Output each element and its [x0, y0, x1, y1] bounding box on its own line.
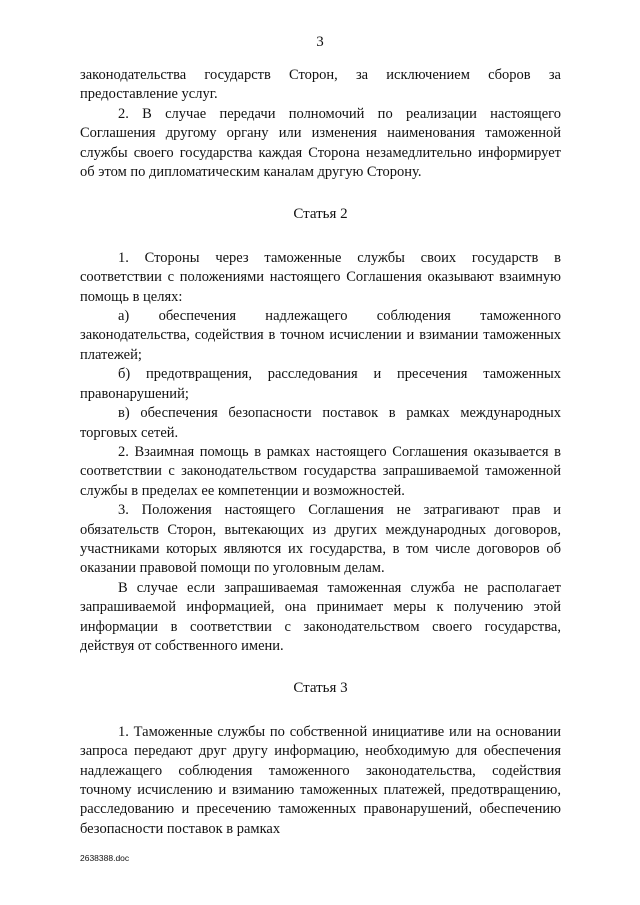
article-2-paragraph-3: 3. Положения настоящего Соглашения не затрагивают прав и обязательств Сторон, вытекающих из других международных договоров, участниками которых являются их государства, в том числе договоров об оказании правовой помощи по уголовным делам.	[80, 502, 561, 577]
article-2-paragraph-1: 1. Стороны через таможенные службы своих государств в соответствии с положениями настоящего Соглашения оказывают взаимную помощь в целях:	[80, 249, 561, 305]
file-name-footer: 2638388.doc	[80, 853, 130, 863]
page-number: 3	[316, 34, 324, 50]
paragraph-2: 2. В случае передачи полномочий по реализации настоящего Соглашения другому органу или изменения наименования таможенной службы своего государства каждая Сторона незамедлительно информирует об этом по дипломатическим каналам другую Сторону.	[80, 105, 561, 181]
article-2-item-c: в) обеспечения безопасности поставок в рамках международных торговых сетей.	[80, 405, 561, 441]
paragraph-continuation: законодательства государств Сторон, за исключением сборов за предоставление услуг.	[80, 67, 561, 103]
article-2-paragraph-4: В случае если запрашиваемая таможенная служба не располагает запрашиваемой информацией, она принимает меры к получению этой информации в соответствии с законодательством своего государства, действуя от собственного имени.	[80, 579, 561, 654]
article-2-item-b: б) предотвращения, расследования и пресечения таможенных правонарушений;	[80, 366, 561, 402]
article-3-heading: Статья 3	[293, 680, 348, 697]
article-2-item-a: а) обеспечения надлежащего соблюдения таможенного законодательства, содействия в точном исчислении и взимании таможенных платежей;	[80, 308, 561, 363]
document-body	[80, 66, 561, 839]
article-2-heading: Статья 2	[293, 206, 348, 223]
article-3-paragraph-1: 1. Таможенные службы по собственной инициативе или на основании запроса передают друг другу информацию, необходимую для обеспечения надлежащего соблюдения таможенного законодательства, содействия точному исчислению и взиманию таможенных платежей, предотвращению, расследованию и пресечению таможенных правонарушений, обеспечению безопасности поставок в рамках	[80, 723, 561, 837]
article-2-paragraph-2: 2. Взаимная помощь в рамках настоящего Соглашения оказывается в соответствии с законодательством государства запрашиваемой таможенной службы в пределах ее компетенции и возможностей.	[80, 443, 561, 499]
